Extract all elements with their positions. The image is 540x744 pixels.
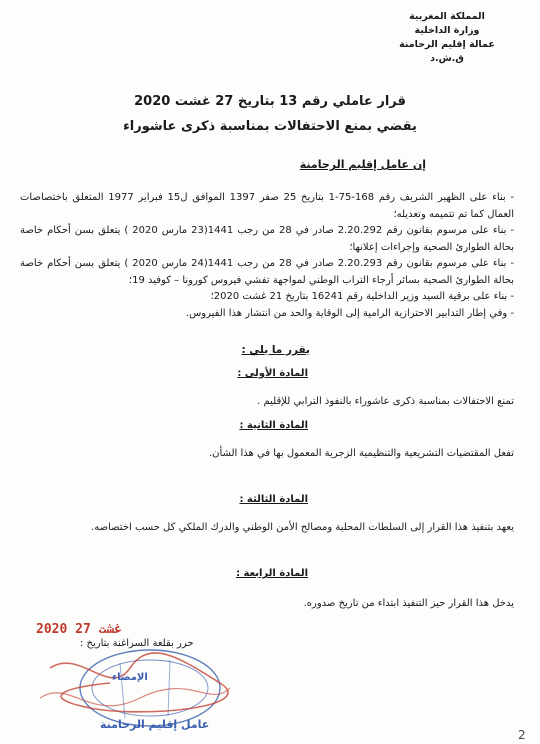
letterhead-prefecture: عمالة إقليم الرحامنة [399,39,495,50]
letterhead-ministry: وزارة الداخلية [414,25,480,36]
preamble-item: - وفي إطار التدابير الاحترازية الرامية إلى الوقاية والحد من انتشار هذا الفيروس. [185,307,514,319]
letterhead-division: ق.ش.د [430,53,464,64]
letterhead-kingdom: المملكة المغربية [409,11,485,22]
decides-heading: يقرر ما يلي : [241,344,310,356]
signature-block [20,628,260,744]
preamble-item: - بناء على مرسوم بقانون رقم 2.20.293 صادر في 28 من رجب 1441(24 مارس 2020 ) يتعلق بسن أحكام خاصة بحالة الطوارئ الصحية بسائر أرجاء التراب الوطني لمواجهة تفشي فيروس كورونا – كوفيد 19؛ [20,258,514,286]
article-1-title: المادة الأولى : [237,368,308,379]
preamble-item: - بناء على مرسوم بقانون رقم 2.20.292 صادر في 28 من رجب 1441(23 مارس 2020 ) يتعلق بسن أحكام خاصة بحالة الطوارئ الصحية وإجراءات إعلانها؛ [20,225,514,253]
signed-label: الإمضاء [112,672,148,683]
article-3-text: يعهد بتنفيذ هذا القرار إلى السلطات المحلية ومصالح الأمن الوطني والدرك الملكي كل حسب اختصاصه. [91,522,514,533]
article-4-title: المادة الرابعة : [236,568,308,579]
article-3-title: المادة الثالثة : [239,494,308,505]
decree-title [40,92,500,138]
issuing-authority: إن عامل إقليم الرحامنة [299,158,426,171]
page-number: 2 [518,728,526,742]
article-2-text: تفعل المقتضيات التشريعية والتنظيمية الزجرية المعمول بها في هذا الشأن. [208,448,514,459]
written-at-label: حرر بقلعة السراغنة بتاريخ : [80,638,194,649]
article-1-text: تمنع الاحتفالات بمناسبة ذكرى عاشوراء بالنفوذ الترابي للإقليم . [257,396,514,407]
preamble [20,190,514,322]
preamble-item: - بناء على الظهير الشريف رقم 168-75-1 بتاريخ 25 صفر 1397 الموافق ل15 فبراير 1977 المتعلق باختصاصات العمال كما تم تتميمه وتعديله؛ [20,192,514,220]
decree-subject: يقضي بمنع الاحتفالات بمناسبة ذكرى عاشوراء [123,119,417,134]
article-4-text: يدخل هذا القرار حيز التنفيذ ابتداء من تاريخ صدوره. [303,598,514,609]
signature-date-stamp: 2020 غشت 27 [36,622,123,637]
decree-number-date: قرار عاملي رقم 13 بتاريخ 27 غشت 2020 [134,94,406,109]
preamble-item: - بناء على برقية السيد وزير الداخلية رقم 16241 بتاريخ 21 غشت 2020؛ [210,291,514,302]
stamp-label: عامل إقليم الرحامنة [100,718,210,731]
letterhead [372,10,522,66]
article-2-title: المادة الثانية : [239,420,308,431]
